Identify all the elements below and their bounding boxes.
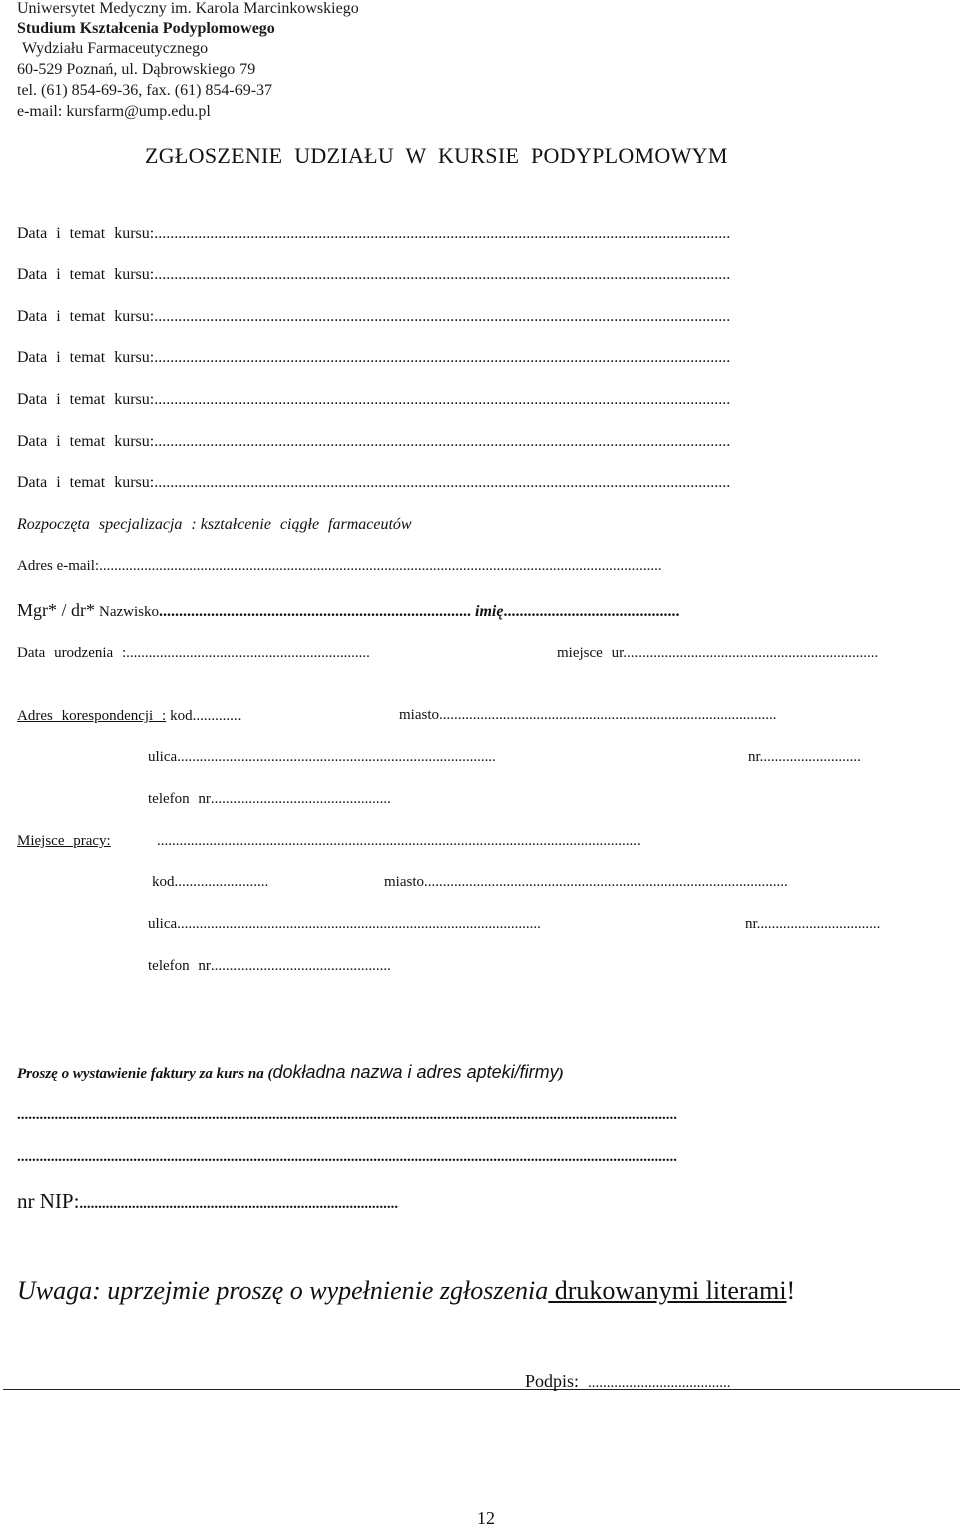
specialization-row <box>17 516 412 534</box>
signature-field[interactable]: ...................................... <box>588 1375 731 1391</box>
course-dots: ................................................................................................................................................ <box>154 474 731 491</box>
work-street <box>148 916 541 933</box>
invoice-request <box>17 1062 564 1083</box>
corr-street-label: ulica <box>148 749 178 765</box>
work-code-label: kod <box>152 874 175 890</box>
course-label: Data i temat kursu: <box>17 266 155 283</box>
note-emphasis: drukowanymi literami <box>548 1276 787 1305</box>
course-dots: ................................................................................................................................................ <box>154 349 731 366</box>
birth-place-label: miejsce ur. <box>557 645 627 661</box>
specialization-label: Rozpoczęta specjalizacja : <box>17 516 197 533</box>
surname-label: Nazwisko <box>99 604 159 620</box>
corr-phone-field[interactable]: ................................................ <box>210 791 391 807</box>
note-text: Uwaga: uprzejmie proszę o wypełnienie zgłoszenia <box>17 1276 549 1305</box>
work-number <box>745 916 880 933</box>
course-dots: ................................................................................................................................................ <box>154 391 731 408</box>
note <box>17 1276 795 1306</box>
corr-city-field[interactable]: .......................................................................................... <box>439 707 777 723</box>
form-title: ZGŁOSZENIE UDZIAŁU W KURSIE PODYPLOMOWYM <box>145 143 728 168</box>
firstname-label: imię <box>475 603 504 620</box>
email-contact: e-mail: kursfarm@ump.edu.pl <box>17 103 211 120</box>
corr-number-field[interactable]: ........................... <box>759 749 861 765</box>
birth-date-label: Data urodzenia : <box>17 645 127 661</box>
course-label: Data i temat kursu: <box>17 433 155 450</box>
birth-place-field[interactable]: ................................................................... <box>626 645 879 661</box>
course-label: Data i temat kursu: <box>17 349 155 366</box>
course-dots: ................................................................................................................................................ <box>154 225 731 242</box>
email-label: Adres e-mail: <box>17 558 100 574</box>
course-field-4[interactable] <box>17 349 730 367</box>
work-street-field[interactable]: ................................................................................................. <box>177 916 541 932</box>
firstname-field[interactable]: ............................................ <box>503 603 680 620</box>
course-label: Data i temat kursu: <box>17 391 155 408</box>
email-dots: ...................................................................................................................................................... <box>99 558 662 574</box>
workplace-label: Miejsce pracy: <box>17 833 111 849</box>
work-number-label: nr <box>745 916 757 932</box>
work-city-label: miasto <box>384 874 424 890</box>
signature-row <box>525 1371 731 1392</box>
corr-code-label: kod <box>170 708 193 724</box>
surname-field[interactable]: .............................................................................. <box>159 603 471 620</box>
correspondence-row-1 <box>17 707 241 725</box>
course-field-7[interactable] <box>17 474 730 492</box>
degree-label: Mgr* / dr* <box>17 600 95 620</box>
course-dots: ................................................................................................................................................ <box>154 433 731 450</box>
signature-line <box>3 1389 960 1390</box>
specialization-value: kształcenie ciągłe farmaceutów <box>200 516 412 533</box>
work-phone <box>148 958 391 975</box>
work-number-field[interactable]: ................................. <box>756 916 881 932</box>
course-dots: ................................................................................................................................................ <box>154 308 731 325</box>
signature-label: Podpis: <box>525 1371 580 1391</box>
workplace-name-field[interactable]: ................................................................................................................................. <box>157 833 641 849</box>
birth-row <box>17 645 370 662</box>
university-name: Uniwersytet Medyczny im. Karola Marcinkowskiego <box>17 0 359 17</box>
course-field-3[interactable] <box>17 308 730 326</box>
course-field-1[interactable] <box>17 225 730 243</box>
email-field[interactable] <box>17 558 662 575</box>
work-code-field[interactable]: ......................... <box>174 874 269 890</box>
work-city <box>384 874 788 891</box>
page-number: 12 <box>477 1508 495 1528</box>
work-code <box>152 874 268 891</box>
course-dots: ................................................................................................................................................ <box>154 266 731 283</box>
corr-phone <box>148 791 391 808</box>
birth-place <box>557 645 878 662</box>
phone-fax: tel. (61) 854-69-36, fax. (61) 854-69-37 <box>17 82 273 99</box>
invoice-line-2[interactable]: ................................................................................................................................................................................ <box>17 1149 677 1165</box>
corr-code-field[interactable]: ............. <box>192 708 242 724</box>
work-phone-field[interactable]: ................................................ <box>210 958 391 974</box>
course-label: Data i temat kursu: <box>17 474 155 491</box>
nip-label: nr NIP: <box>17 1189 80 1213</box>
corr-number <box>748 749 861 766</box>
course-label: Data i temat kursu: <box>17 308 155 325</box>
corr-city-label: miasto <box>399 707 439 723</box>
corr-city <box>399 707 777 724</box>
work-street-label: ulica <box>148 916 178 932</box>
corr-number-label: nr <box>748 749 760 765</box>
faculty-name: Wydziału Farmaceutycznego <box>22 40 209 57</box>
corr-phone-label: telefon nr <box>148 791 211 807</box>
study-name: Studium Kształcenia Podyplomowego <box>17 20 275 37</box>
work-city-field[interactable]: ................................................................................................. <box>424 874 788 890</box>
note-end: ! <box>786 1276 796 1305</box>
work-phone-label: telefon nr <box>148 958 211 974</box>
name-row <box>17 600 679 621</box>
course-field-5[interactable] <box>17 391 730 409</box>
invoice-detail: dokładna nazwa i adres apteki/firmy <box>272 1062 559 1082</box>
nip-field[interactable]: ..................................................................................... <box>79 1196 399 1212</box>
invoice-close: ) <box>558 1066 564 1082</box>
birth-date-field[interactable]: ................................................................. <box>126 645 370 661</box>
course-label: Data i temat kursu: <box>17 225 155 242</box>
course-field-6[interactable] <box>17 433 730 451</box>
invoice-label: Proszę o wystawienie faktury za kurs na ( <box>17 1066 273 1082</box>
corr-street <box>148 749 496 766</box>
nip-row <box>17 1189 398 1214</box>
invoice-line-1[interactable]: ................................................................................................................................................................................ <box>17 1107 677 1123</box>
address: 60-529 Poznań, ul. Dąbrowskiego 79 <box>17 61 256 78</box>
course-field-2[interactable] <box>17 266 730 284</box>
correspondence-label: Adres korespondencji : <box>17 708 167 724</box>
corr-street-field[interactable]: ..................................................................................... <box>177 749 496 765</box>
